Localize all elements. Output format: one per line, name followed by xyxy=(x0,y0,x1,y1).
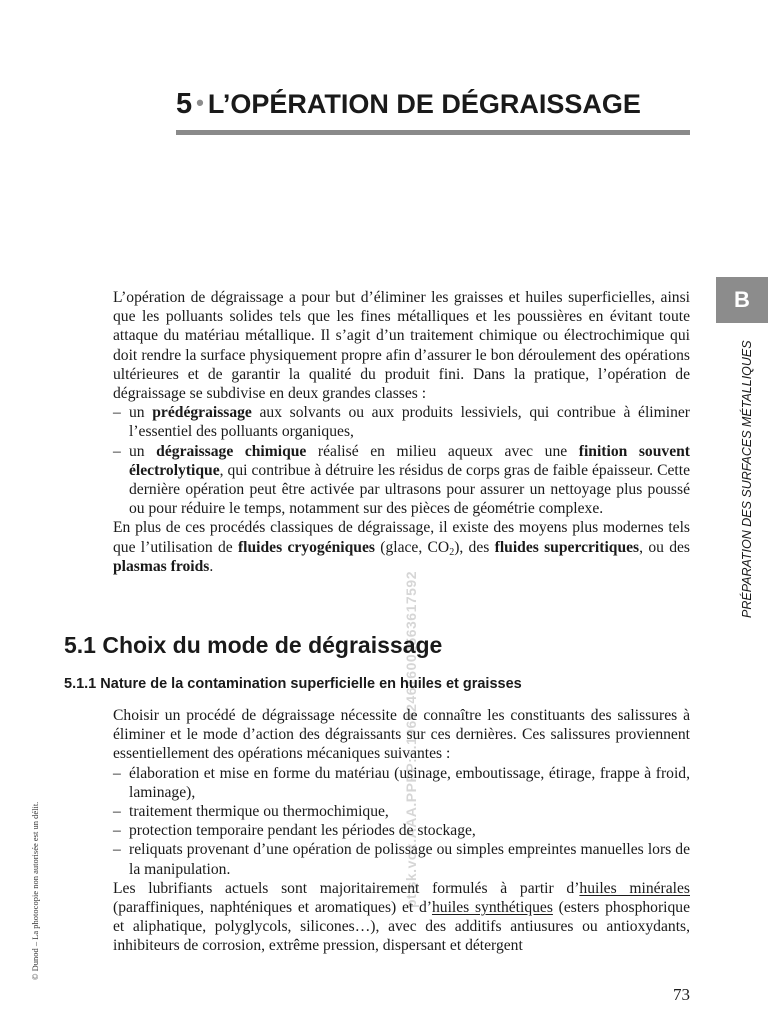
text-run: (esters phosphorique et aliphatique, polyglycols, silicones…), avec des additifs antiusures ou antioxydants, inhibiteurs de corrosion, extrême pression, dispersant et détergent xyxy=(113,899,690,955)
text-run: . xyxy=(209,557,214,575)
chapter-title xyxy=(176,86,690,124)
section-tab-letter: B xyxy=(716,277,768,323)
section-paragraph: Choisir un procédé de dégraissage nécessite de connaître les constituants des salissures à éliminer et le mode d’action des dégraissants sur ces dernières. Ces salissures proviennent essentiellement des opérations mécaniques suivantes : xyxy=(113,707,690,763)
chapter-number: 5 xyxy=(176,88,193,120)
list-item: – traitement thermique ou thermochimique, xyxy=(113,802,690,821)
bold-run: fluides supercritiques xyxy=(494,538,640,556)
section-heading: 5.1 Choix du mode de dégraissage xyxy=(64,632,443,658)
subsection-heading: 5.1.1 Nature de la contamination superficielle en huiles et graisses xyxy=(64,676,522,692)
bold-run: plasmas froids xyxy=(113,557,210,575)
section-block xyxy=(113,706,690,956)
copyright-text: © Dunod – La photocopie non autorisée est un délit. xyxy=(30,801,40,980)
text-run: ), des xyxy=(454,538,495,556)
text-run: , ou des xyxy=(639,538,690,556)
chapter-title-rule xyxy=(176,130,690,135)
list-item-text: , qui contribue à détruire les résidus de corps gras de faible épaisseur. Cette dernière opération peut être activée par ultrasons pour assurer un nettoyage plus poussé ou pour réduire le temps, notamment sur des pièces de géométrie complexe. xyxy=(129,461,690,518)
list-item: – protection temporaire pendant les périodes de stockage, xyxy=(113,821,690,840)
chapter-bullet: • xyxy=(196,90,204,115)
underlined-term: huiles minérales xyxy=(579,879,690,897)
side-running-label-text: PRÉPARATION DES SURFACES MÉTALLIQUES xyxy=(740,340,754,618)
list-item: – reliquats provenant d’une opération de polissage ou simples empreintes manuelles lors de la manipulation. xyxy=(113,840,690,878)
chapter-title-text: L’OPÉRATION DE DÉGRAISSAGE xyxy=(207,89,641,119)
copyright-notice xyxy=(28,740,42,980)
intro-paragraph: L’opération de dégraissage a pour but d’éliminer les graisses et huiles superficielles, ainsi que les polluants solides tels que les fines métalliques et les poussières en évitant toute attaque du matériau métallique. Il s’agit d’un traitement chimique ou électrochimique qui doit rendre la surface physiquement propre afin d’assurer le bon déroulement des opérations ultérieures et de garantir la qualité du produit fini. Dans la pratique, l’opération de dégraissage se subdivise en deux grandes classes : xyxy=(113,289,690,403)
side-running-label xyxy=(728,328,752,618)
subscript: 2 xyxy=(449,546,455,558)
list-item-text: aux solvants ou aux produits lessiviels, qui contribue à éliminer l’essentiel des polluants organiques, xyxy=(129,404,690,441)
list-item-bold: prédégraissage xyxy=(152,404,252,422)
list-item-text: un xyxy=(129,404,153,422)
list-item xyxy=(113,403,690,441)
intro-list xyxy=(113,403,690,518)
text-run: (paraffiniques, naphténiques et aromatiques) et d’ xyxy=(113,899,432,917)
list-item-bold: dégraissage chimique xyxy=(156,442,307,460)
watermark-text: pt.sk.vox.AAA.PPPP:1.196524616002563617592 xyxy=(403,571,419,908)
section-list xyxy=(113,764,690,879)
list-item xyxy=(113,442,690,519)
list-item: – élaboration et mise en forme du matériau (usinage, emboutissage, étirage, frappe à froid, laminage), xyxy=(113,764,690,802)
intro-block xyxy=(113,288,690,576)
text-run: (glace, CO xyxy=(374,538,450,556)
page-number: 73 xyxy=(673,985,690,1004)
list-item-bold: finition souvent électrolytique xyxy=(129,442,690,479)
lubricants-paragraph xyxy=(113,879,690,956)
underlined-term: huiles synthétiques xyxy=(431,899,553,917)
text-run: Les lubrifiants actuels sont majoritairement formulés à partir d’ xyxy=(113,879,580,897)
list-item-text: un xyxy=(129,442,157,460)
intro-closing-paragraph xyxy=(113,518,690,576)
list-item-text: réalisé en milieu aqueux avec une xyxy=(306,442,579,460)
text-run: En plus de ces procédés classiques de dégraissage, il existe des moyens plus modernes tels que l’utilisation de xyxy=(113,519,690,556)
bold-run: fluides cryogéniques xyxy=(237,538,375,556)
